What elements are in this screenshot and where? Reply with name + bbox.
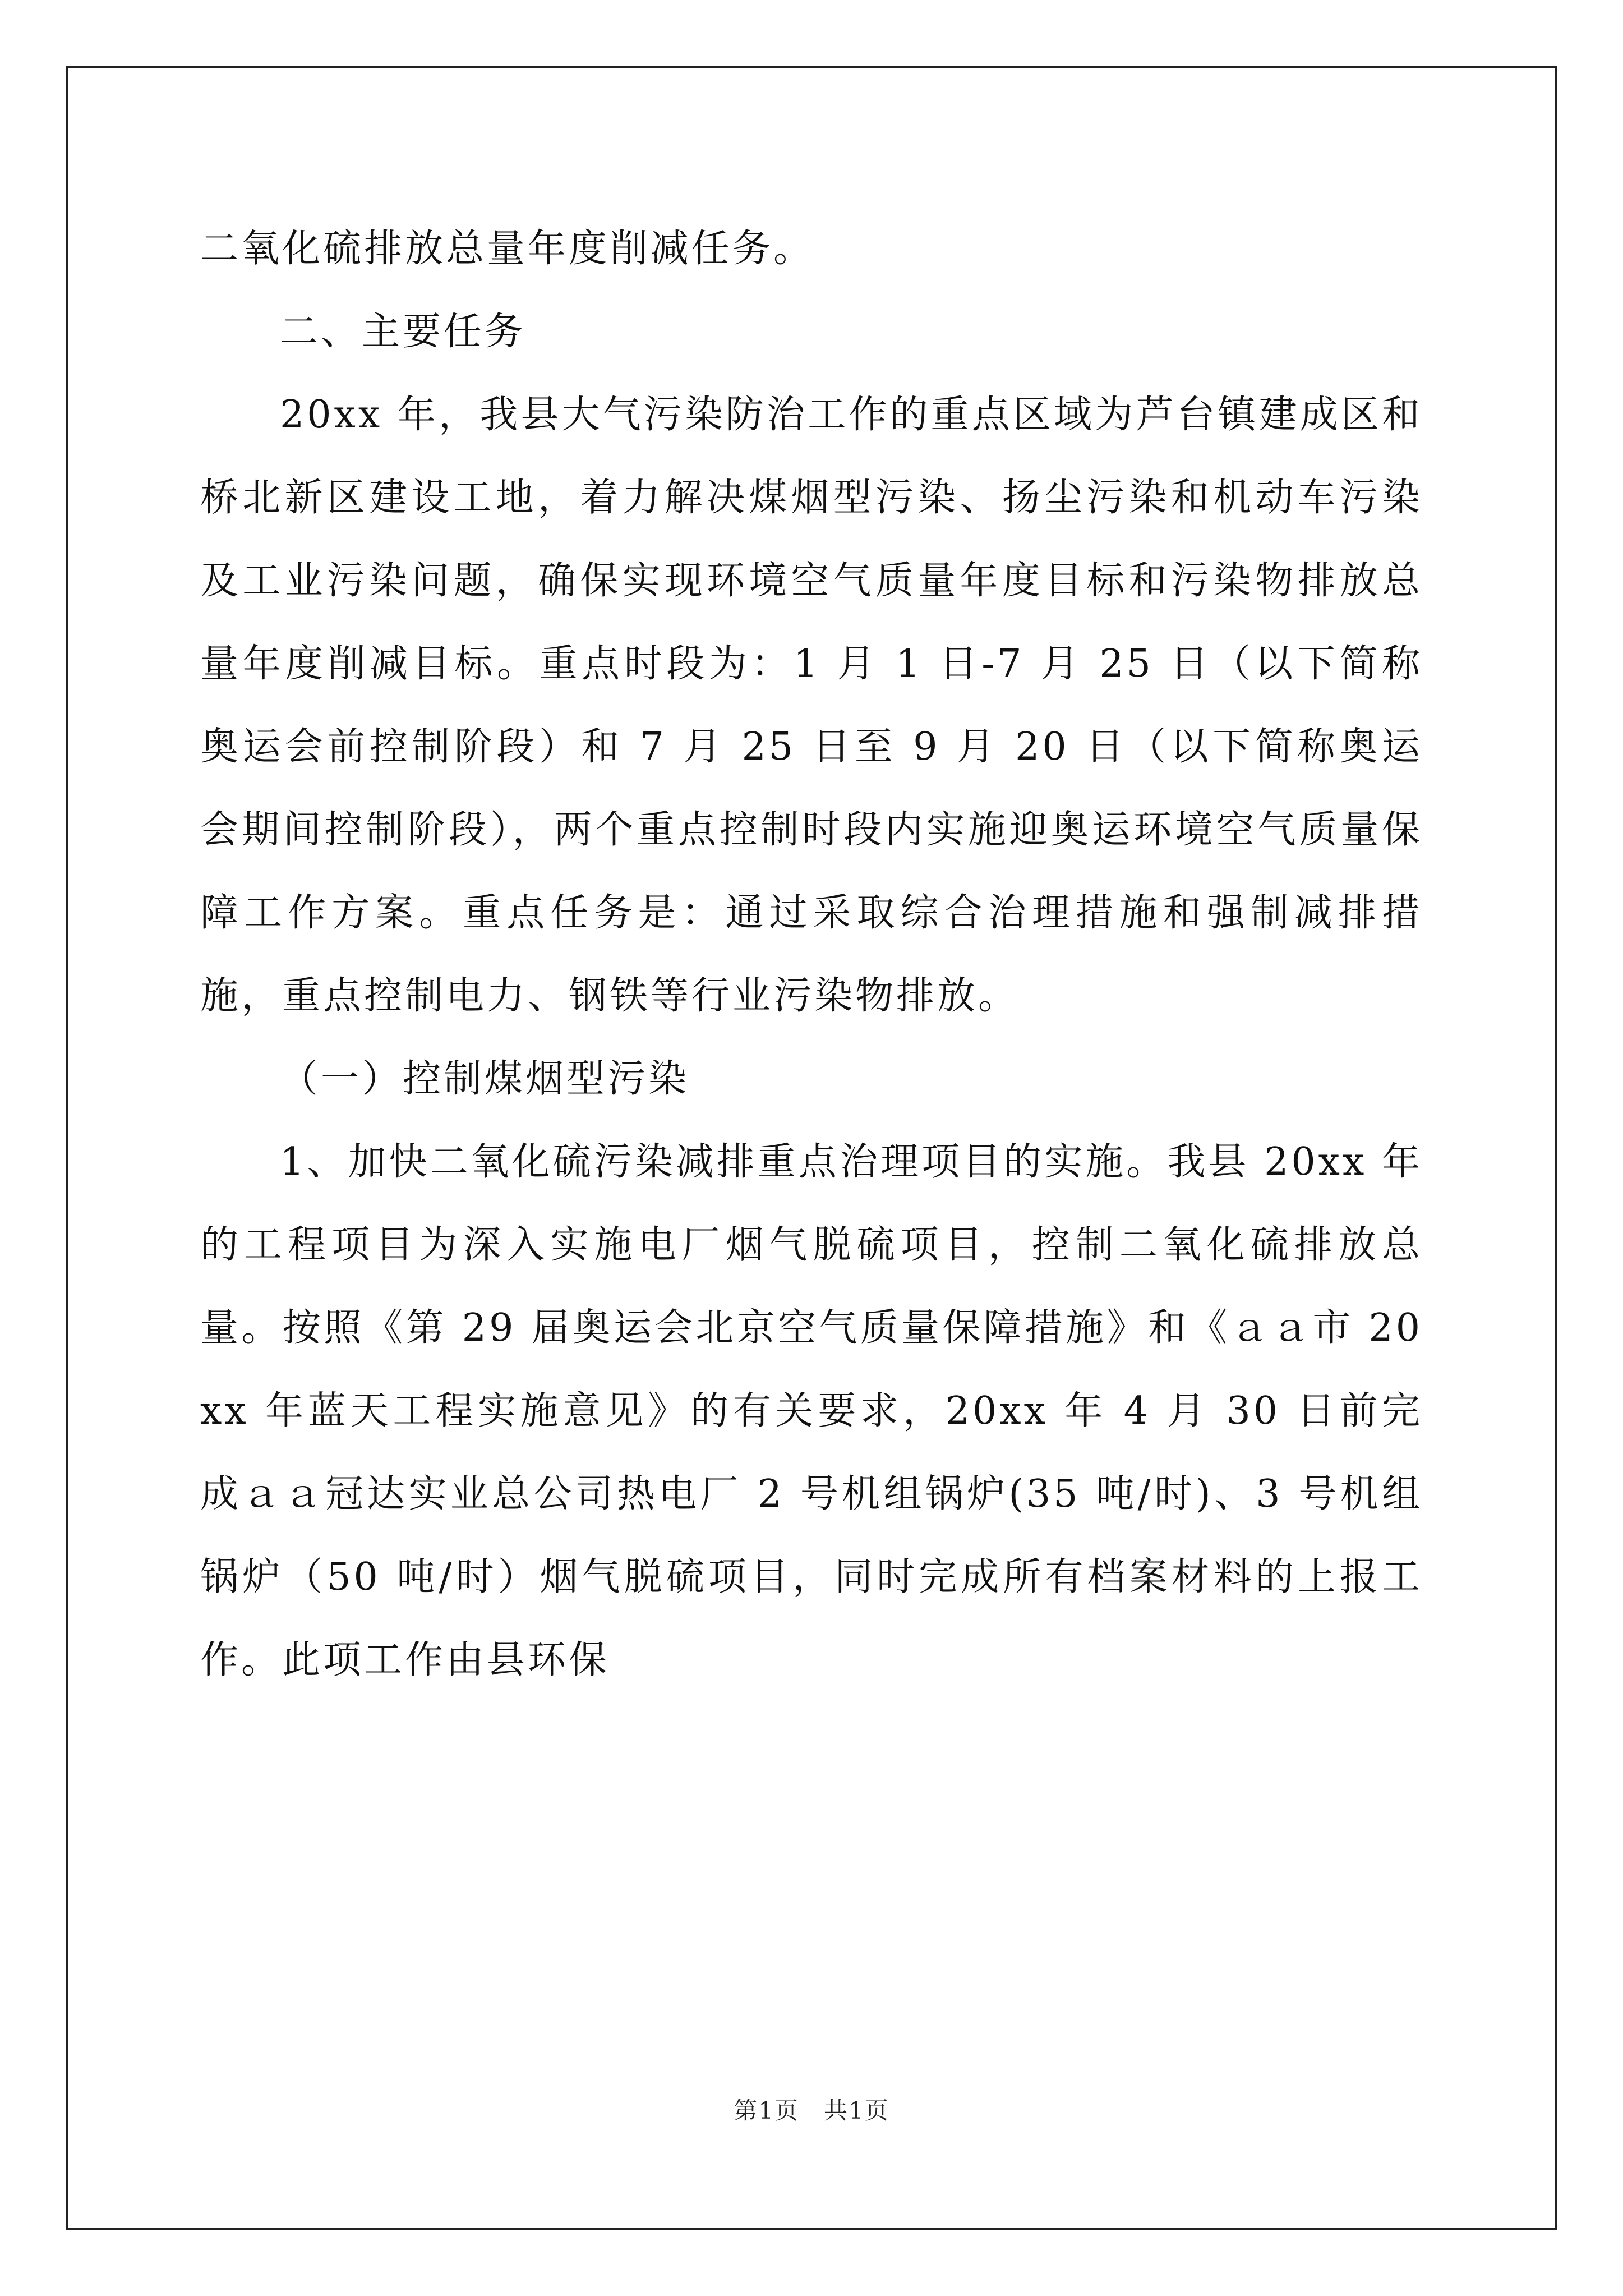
page-number-footer: 第1页 共1页 (734, 2097, 889, 2124)
subsection-heading-coal-smoke: （一）控制煤烟型污染 (280, 1057, 690, 1101)
paragraph-5: 1、加快二氧化硫污染减排重点治理项目的实施。我县 20xx 年的工程项目为深入实施电厂烟气脱硫项目，控制二氧化硫排放总量。按照《第 29 届奥运会北京空气质量保障措施》和《ａａ市 20xx 年蓝天工程实施意见》的有关要求，20xx 年 4 月 30 日前完成ａａ冠达实业总公司热电厂 2 号机组锅炉(35 吨/时)、3 号机组锅炉（50 吨/时）烟气脱硫项目，同时完成所有档案材料的上报工作。此项工作由县环保 (200, 1140, 1423, 1682)
section-heading-main-tasks: 二、主要任务 (280, 310, 526, 354)
paragraph-3: 20xx 年，我县大气污染防治工作的重点区域为芦台镇建成区和桥北新区建设工地，着力解决煤烟型污染、扬尘污染和机动车污染及工业污染问题，确保实现环境空气质量年度目标和污染物排放总量年度削减目标。重点时段为：1 月 1 日-7 月 25 日（以下简称奥运会前控制阶段）和 7 月 25 日至 9 月 20 日（以下简称奥运会期间控制阶段），两个重点控制时段内实施迎奥运环境空气质量保障工作方案。重点任务是：通过采取综合治理措施和强制减排措施，重点控制电力、钢铁等行业污染物排放。 (200, 393, 1423, 1018)
paragraph-1: 二氧化硫排放总量年度削减任务。 (200, 227, 815, 271)
document-body (200, 208, 1423, 1702)
